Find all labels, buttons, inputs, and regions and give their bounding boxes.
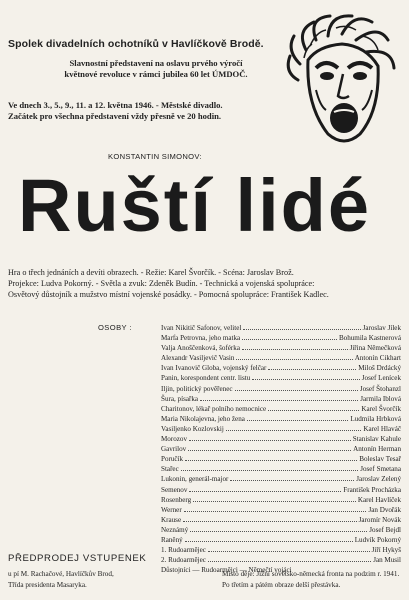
dates-line: Ve dnech 3., 5., 9., 11. a 12. května 1946. - Městské divadlo.: [8, 100, 223, 110]
cast-actor: Karel Havlíček: [357, 495, 401, 504]
dot-leader: [236, 353, 352, 360]
cast-row: [161, 384, 401, 394]
cast-role: Lukonin, generál-major: [161, 475, 229, 484]
dot-leader: [181, 464, 358, 471]
dot-leader: [268, 404, 359, 411]
presale-heading: PŘEDPRODEJ VSTUPENEK: [8, 553, 147, 564]
dates-line: Začátek pro všechna představení vždy přesně ve 20 hodin.: [8, 111, 222, 121]
setting-line: Po třetím a pátém obraze delší přestávka.: [222, 580, 341, 589]
play-title: Ruští lidé: [18, 164, 372, 247]
cast-row: [161, 333, 401, 343]
cast-role: Důstojníci — Rudoarmějci — Němečtí vojáci: [161, 566, 292, 575]
performance-dates: [8, 100, 278, 122]
cast-row: [161, 434, 401, 444]
cast-role: Werner: [161, 505, 182, 514]
cast-role: Morozov: [161, 435, 188, 444]
cast-list: [161, 323, 401, 575]
intro-line: květnové revoluce v rámci jubilea 60 let ÚMDOČ.: [64, 69, 248, 79]
cast-actor: Josef Smetana: [360, 465, 401, 474]
cast-row: [161, 394, 401, 404]
dot-leader: [208, 555, 371, 562]
cast-actor: Karel Hlaváč: [363, 424, 401, 433]
cast-actor: Jan Dvořák: [368, 505, 401, 514]
cast-row: [161, 343, 401, 353]
cast-role: Šura, písařka: [161, 394, 199, 403]
cast-actor: Jaroslav Zelený: [356, 475, 401, 484]
dot-leader: [200, 394, 358, 401]
dot-leader: [242, 343, 348, 350]
cast-role: Ivan Nikitič Safonov, velitel: [161, 324, 242, 332]
cast-role: Poručík: [161, 455, 184, 464]
intro-text: [36, 58, 276, 80]
cast-actor: Boleslav Tesař: [359, 455, 401, 464]
cast-role: 1. Rudoarmějec: [161, 546, 206, 555]
cast-role: Ivan Ivanovič Globa, vojenský felčar: [161, 364, 267, 373]
cast-role: Krause: [161, 515, 182, 524]
cast-role: Semenov: [161, 485, 188, 494]
cast-role: Maria Nikolajevna, jeho žena: [161, 414, 245, 423]
cast-row: [161, 474, 401, 484]
cast-row: [161, 495, 401, 505]
dot-leader: [247, 414, 348, 421]
cast-row: [161, 444, 401, 454]
cast-actor: Jiří Hykyš: [371, 546, 401, 555]
cast-actor: Jarmila Iblová: [360, 394, 401, 403]
dot-leader: [235, 384, 358, 391]
cast-row: [161, 353, 401, 363]
cast-row: [161, 485, 401, 495]
cast-role: Stařec: [161, 465, 179, 474]
cast-role: Vasiljenko Kozlovskij: [161, 424, 224, 433]
dot-leader: [230, 474, 354, 481]
dot-leader: [189, 485, 341, 492]
cast-row: [161, 454, 401, 464]
cast-actor: Ludmila Hrbková: [350, 414, 401, 423]
cast-actor: Miloš Drdácký: [358, 364, 401, 373]
cast-actor: Antonín Herman: [353, 445, 401, 454]
cast-actor: Josef Štohanzl: [359, 384, 401, 393]
cast-row: [161, 545, 401, 555]
credits-line: Projekce: Ludva Pokorný. - Světla a zvuk: Zdeněk Budín. - Technická a vojenská spolupráce:: [8, 278, 315, 288]
cast-role: Gavrilov: [161, 445, 187, 454]
cast-actor: Bohumila Kastnerová: [338, 334, 401, 343]
dot-leader: [190, 525, 367, 532]
cast-row: [161, 525, 401, 535]
cast-role: Valja Anoščenková, šoférka: [161, 344, 240, 353]
cast-row: [161, 373, 401, 383]
dot-leader: [268, 363, 356, 370]
dot-leader: [208, 545, 370, 552]
cast-actor: Antonín Cikhart: [354, 354, 401, 363]
cast-label: OSOBY :: [98, 323, 132, 332]
intro-line: Slavnostní představení na oslavu prvého výročí: [69, 58, 243, 68]
cast-actor: Karel Švorčík: [361, 404, 401, 413]
cast-row: [161, 505, 401, 515]
dot-leader: [242, 333, 337, 340]
cast-row: [161, 535, 401, 545]
credits-line: Osvětový důstojník a mužstvo místní vojenské posádky. - Pomocná spolupráce: František Kadlec.: [8, 289, 329, 299]
cast-actor: Jan Musil: [373, 556, 401, 565]
cast-row: [161, 464, 401, 474]
screaming-face-illustration: [286, 10, 398, 150]
cast-role: Marfa Petrovna, jeho matka: [161, 334, 241, 343]
cast-actor: Jiřina Němečková: [349, 344, 401, 353]
cast-role: Panin, korespondent centr. listu: [161, 374, 251, 383]
cast-actor: Josef Lenícek: [361, 374, 401, 383]
dot-leader: [243, 323, 360, 330]
cast-row: [161, 404, 401, 414]
presale-line: u pí M. Rachačové, Havlíčkův Brod,: [8, 570, 114, 578]
organizer: Spolek divadelních ochotníků v Havlíčkově Brodě.: [8, 38, 264, 50]
cast-row: [161, 555, 401, 565]
cast-role: 2. Rudoarmějec: [161, 556, 206, 565]
production-credits: [8, 268, 403, 300]
cast-role: Rosenberg: [161, 495, 192, 504]
dot-leader: [188, 444, 351, 451]
dot-leader: [193, 495, 356, 502]
dot-leader: [185, 535, 353, 542]
dot-leader: [183, 515, 357, 522]
setting-note: [222, 569, 402, 590]
cast-row: [161, 424, 401, 434]
cast-row: [161, 323, 401, 333]
cast-role: Neznámý: [161, 525, 189, 534]
presale-line: Třída presidenta Masaryka.: [8, 580, 87, 589]
dot-leader: [189, 434, 351, 441]
cast-actor: Josef Bejdl: [369, 525, 401, 534]
cast-actor: Jaroslav Jílek: [362, 324, 401, 332]
dot-leader: [184, 505, 367, 512]
author: KONSTANTIN SIMONOV:: [108, 152, 202, 161]
cast-row: [161, 414, 401, 424]
credits-line: Hra o třech jednáních a devíti obrazech. - Režie: Karel Švorčík. - Scéna: Jaroslav Brož.: [8, 268, 294, 277]
cast-role: Alexandr Vasiljevič Vasin: [161, 354, 235, 363]
cast-actor: Stanislav Kahule: [352, 435, 401, 444]
cast-role: Raněný: [161, 535, 183, 544]
cast-actor: Ludvík Pokorný: [354, 535, 401, 544]
cast-role: Charitonov, lékař polního nemocnice: [161, 404, 267, 413]
cast-row: [161, 515, 401, 525]
setting-line: Místo děje: Jižní sovětsko-německá fronta na podzim r. 1941.: [222, 570, 400, 578]
cast-actor: František Procházka: [343, 485, 401, 494]
dot-leader: [252, 373, 360, 380]
cast-actor: Jaromír Novák: [358, 515, 401, 524]
cast-role: Iljin, politický pověřenec: [161, 384, 233, 393]
dot-leader: [185, 454, 357, 461]
cast-row: [161, 363, 401, 373]
dot-leader: [226, 424, 362, 431]
presale-location: [8, 569, 178, 590]
